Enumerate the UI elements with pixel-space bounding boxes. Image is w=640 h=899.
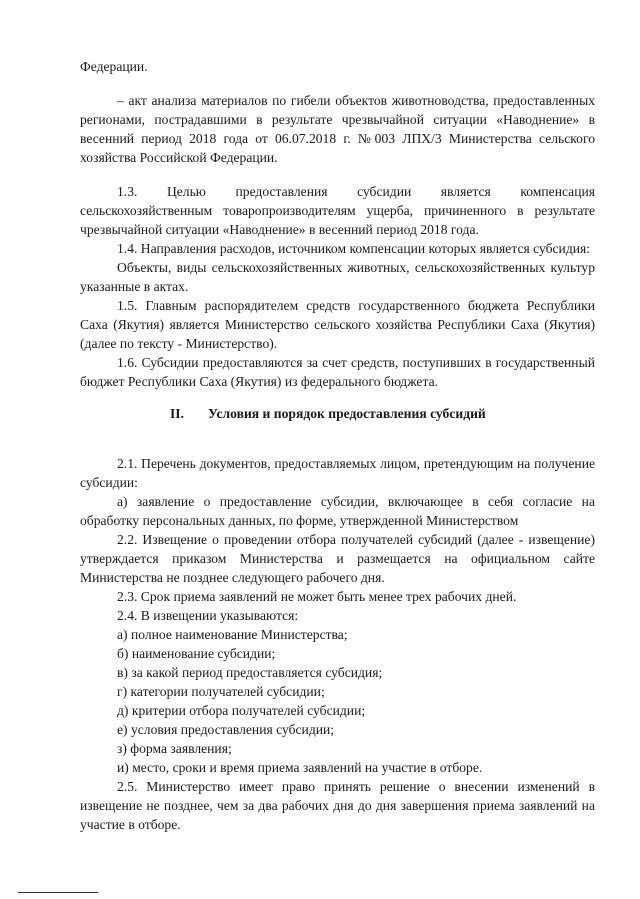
list-item: а) полное наименование Министерства;: [117, 627, 348, 642]
paragraph-objects: Объекты, виды сельскохозяйственных животных, сельскохозяйственных культур указанные в актах.: [80, 260, 595, 294]
paragraph-continuation: Федерации.: [80, 59, 148, 74]
bottom-scan-line: [18, 892, 98, 893]
paragraph-2-1: 2.1. Перечень документов, предоставляемых лицом, претендующим на получение субсидии:: [80, 456, 595, 490]
list-item: г) категории получателей субсидии;: [117, 684, 325, 699]
list-item: е) условия предоставления субсидии;: [117, 722, 335, 737]
list-item: з) форма заявления;: [117, 741, 232, 756]
list-item: б) наименование субсидии;: [117, 646, 276, 661]
paragraph-1-6: 1.6. Субсидии предоставляются за счет средств, поступивших в государственный бюджет Республики Саха (Якутия) из федерального бюджета.: [80, 355, 595, 389]
list-item: и) место, сроки и время приема заявлений на участие в отборе.: [117, 760, 483, 775]
paragraph-1-3: 1.3. Целью предоставления субсидии является компенсация сельскохозяйственным товаропроизводителям ущерба, причиненного в результате чрезвычайной ситуации «Наводнение» в весенний период 2018 года.: [80, 184, 595, 237]
document-page: [80, 57, 595, 834]
list-item: д) критерии отбора получателей субсидии;: [117, 703, 366, 718]
paragraph-2-4: 2.4. В извещении указываются:: [117, 608, 299, 623]
paragraph-1-5: 1.5. Главным распорядителем средств государственного бюджета Республики Саха (Якутия) является Министерство сельского хозяйства Республики Саха (Якутия) (далее по тексту - Министерство).: [80, 298, 595, 351]
paragraph-1-4: 1.4. Направления расходов, источником компенсации которых является субсидия:: [117, 241, 591, 256]
list-item: в) за какой период предоставляется субсидия;: [117, 665, 383, 680]
section-heading: [80, 404, 595, 423]
paragraph-2-1-a: а) заявление о предоставление субсидии, включающее в себя согласие на обработку персональных данных, по форме, утвержденной Министерством: [80, 494, 595, 528]
paragraph-act-item: – акт анализа материалов по гибели объектов животноводства, предоставленных регионами, пострадавшими в результате чрезвычайной ситуации «Наводнение» в весенний период 2018 года от 06.07.2018 г. №003 ЛПХ/3 Министерства сельского хозяйства Российской Федерации.: [80, 93, 595, 165]
paragraph-2-3: 2.3. Срок приема заявлений не может быть менее трех рабочих дней.: [117, 589, 517, 604]
section-title: Условия и порядок предоставления субсидий: [208, 406, 486, 421]
paragraph-2-2: 2.2. Извещение о проведении отбора получателей субсидий (далее - извещение) утверждается приказом Министерства и размещается на официальном сайте Министерства не позднее следующего рабочего дня.: [80, 532, 595, 585]
paragraph-2-5: 2.5. Министерство имеет право принять решение о внесении изменений в извещение не позднее, чем за два рабочих дня до дня завершения приема заявлений на участие в отборе.: [80, 779, 595, 832]
section-number: II.: [170, 406, 184, 421]
